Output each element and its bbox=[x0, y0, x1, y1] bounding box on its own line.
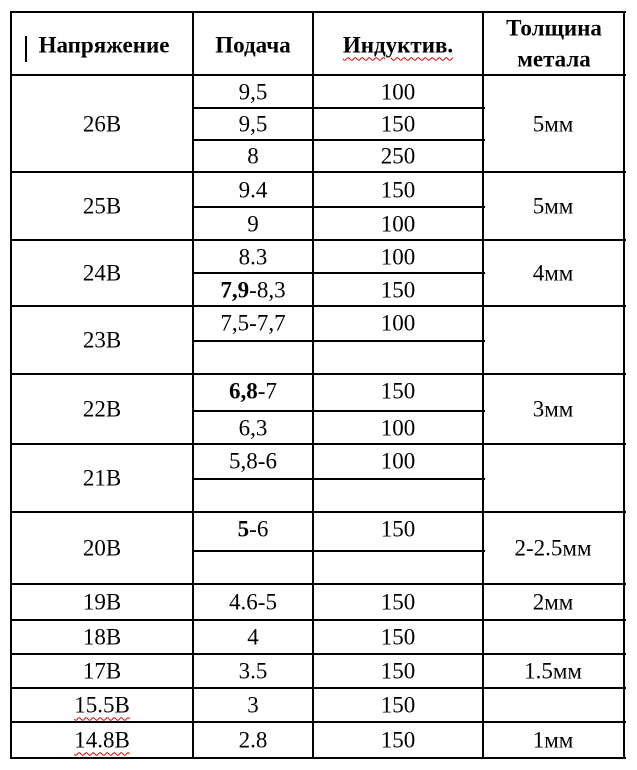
header-thickness-line2: метала bbox=[517, 46, 591, 72]
feed-cell: 7,5-7,7 bbox=[220, 310, 286, 336]
grid-line-h bbox=[11, 239, 626, 241]
feed-cell: 9,5 bbox=[238, 111, 268, 137]
grid-line-h bbox=[11, 757, 626, 759]
voltage-cell: 18В bbox=[82, 624, 122, 650]
inductance-cell: 250 bbox=[380, 143, 416, 169]
inductance-cell: 150 bbox=[380, 589, 416, 615]
grid-line-h bbox=[11, 373, 626, 375]
feed-cell: 6,3 bbox=[238, 415, 268, 440]
feed-cell bbox=[220, 278, 285, 301]
feed-cell: 8 bbox=[247, 143, 259, 169]
thickness-cell: 2-2.5мм bbox=[514, 535, 592, 561]
voltage-cell: 19В bbox=[82, 589, 122, 615]
grid-line-v bbox=[10, 11, 12, 759]
voltage-cell: 22В bbox=[82, 396, 122, 422]
inductance-cell: 150 bbox=[380, 624, 416, 650]
inductance-cell: 150 bbox=[380, 727, 416, 753]
header-inductance: Индуктив. bbox=[342, 32, 454, 58]
inductance-cell: 100 bbox=[380, 415, 416, 440]
feed-bold-part: 5 bbox=[237, 516, 250, 542]
header-voltage: Напряжение bbox=[38, 32, 170, 58]
feed-cell: 3 bbox=[247, 692, 259, 718]
grid-line-v bbox=[312, 11, 314, 759]
thickness-cell: 3мм bbox=[532, 396, 574, 422]
feed-cell: 4.6-5 bbox=[229, 589, 277, 615]
voltage-cell: 25В bbox=[82, 193, 122, 219]
grid-line-v bbox=[192, 11, 194, 759]
grid-line-h bbox=[11, 305, 626, 307]
grid-line-h bbox=[11, 721, 626, 723]
thickness-cell: 5мм bbox=[532, 193, 574, 219]
grid-line-h bbox=[11, 653, 626, 655]
feed-cell: 5,8-6 bbox=[229, 448, 277, 474]
feed-cell: 3.5 bbox=[238, 658, 268, 684]
thickness-cell: 1.5мм bbox=[524, 658, 582, 684]
grid-line-h bbox=[193, 410, 485, 412]
grid-line-h bbox=[11, 687, 626, 689]
inductance-cell: 150 bbox=[380, 378, 416, 404]
inductance-cell: 150 bbox=[380, 692, 416, 718]
feed-rest-part: -8,3 bbox=[249, 277, 286, 302]
voltage-cell: 23В bbox=[82, 327, 122, 353]
feed-cell bbox=[238, 518, 269, 541]
text-cursor bbox=[25, 36, 27, 62]
feed-cell: 9.4 bbox=[238, 177, 268, 202]
inductance-cell: 100 bbox=[380, 310, 416, 336]
thickness-cell: 1мм bbox=[532, 727, 574, 753]
grid-line-h bbox=[11, 583, 626, 585]
voltage-cell: 24В bbox=[82, 260, 122, 286]
inductance-cell: 150 bbox=[380, 658, 416, 684]
grid-line-h bbox=[193, 550, 485, 552]
voltage-cell: 21В bbox=[82, 465, 122, 491]
inductance-cell: 150 bbox=[380, 111, 416, 137]
voltage-cell: 14.8В bbox=[74, 727, 130, 753]
feed-cell: 9,5 bbox=[238, 79, 268, 104]
feed-rest-part: -6 bbox=[249, 516, 269, 542]
thickness-cell: 2мм bbox=[532, 589, 574, 615]
grid-line-v bbox=[623, 11, 625, 759]
voltage-cell: 20В bbox=[82, 535, 122, 561]
inductance-cell: 100 bbox=[380, 79, 416, 104]
feed-bold-part: 6,8 bbox=[229, 378, 258, 404]
inductance-cell: 150 bbox=[380, 177, 416, 202]
inductance-cell: 100 bbox=[380, 244, 416, 269]
grid-line-h bbox=[11, 171, 626, 173]
feed-cell bbox=[229, 380, 277, 403]
grid-line-h bbox=[11, 11, 626, 13]
grid-line-h bbox=[193, 139, 485, 141]
voltage-cell: 26В bbox=[82, 111, 122, 136]
grid-line-h bbox=[193, 340, 485, 342]
voltage-cell: 15.5В bbox=[74, 692, 130, 718]
grid-line-h bbox=[193, 107, 485, 109]
header-thickness-line1: Толщина bbox=[506, 15, 602, 41]
feed-rest-part: -7 bbox=[257, 378, 277, 404]
thickness-cell: 4мм bbox=[532, 260, 574, 286]
feed-cell: 8.3 bbox=[238, 244, 268, 269]
grid-line-h bbox=[193, 272, 485, 274]
inductance-cell: 150 bbox=[380, 277, 416, 302]
voltage-cell: 17В bbox=[82, 658, 122, 684]
grid-line-h bbox=[11, 443, 626, 445]
header-feed: Подача bbox=[215, 32, 291, 58]
grid-line-v bbox=[482, 11, 484, 759]
grid-line-h bbox=[11, 74, 626, 76]
thickness-cell: 5мм bbox=[532, 111, 574, 136]
feed-cell: 4 bbox=[247, 624, 259, 650]
inductance-cell: 100 bbox=[380, 211, 416, 236]
inductance-cell: 100 bbox=[380, 448, 416, 474]
grid-line-h bbox=[193, 206, 485, 208]
grid-line-h bbox=[11, 619, 626, 621]
inductance-cell: 150 bbox=[380, 516, 416, 542]
feed-bold-part: 7,9 bbox=[220, 277, 250, 302]
feed-cell: 9 bbox=[247, 211, 259, 236]
feed-cell: 2.8 bbox=[238, 727, 268, 753]
grid-line-h bbox=[11, 511, 626, 513]
grid-line-h bbox=[193, 478, 485, 480]
